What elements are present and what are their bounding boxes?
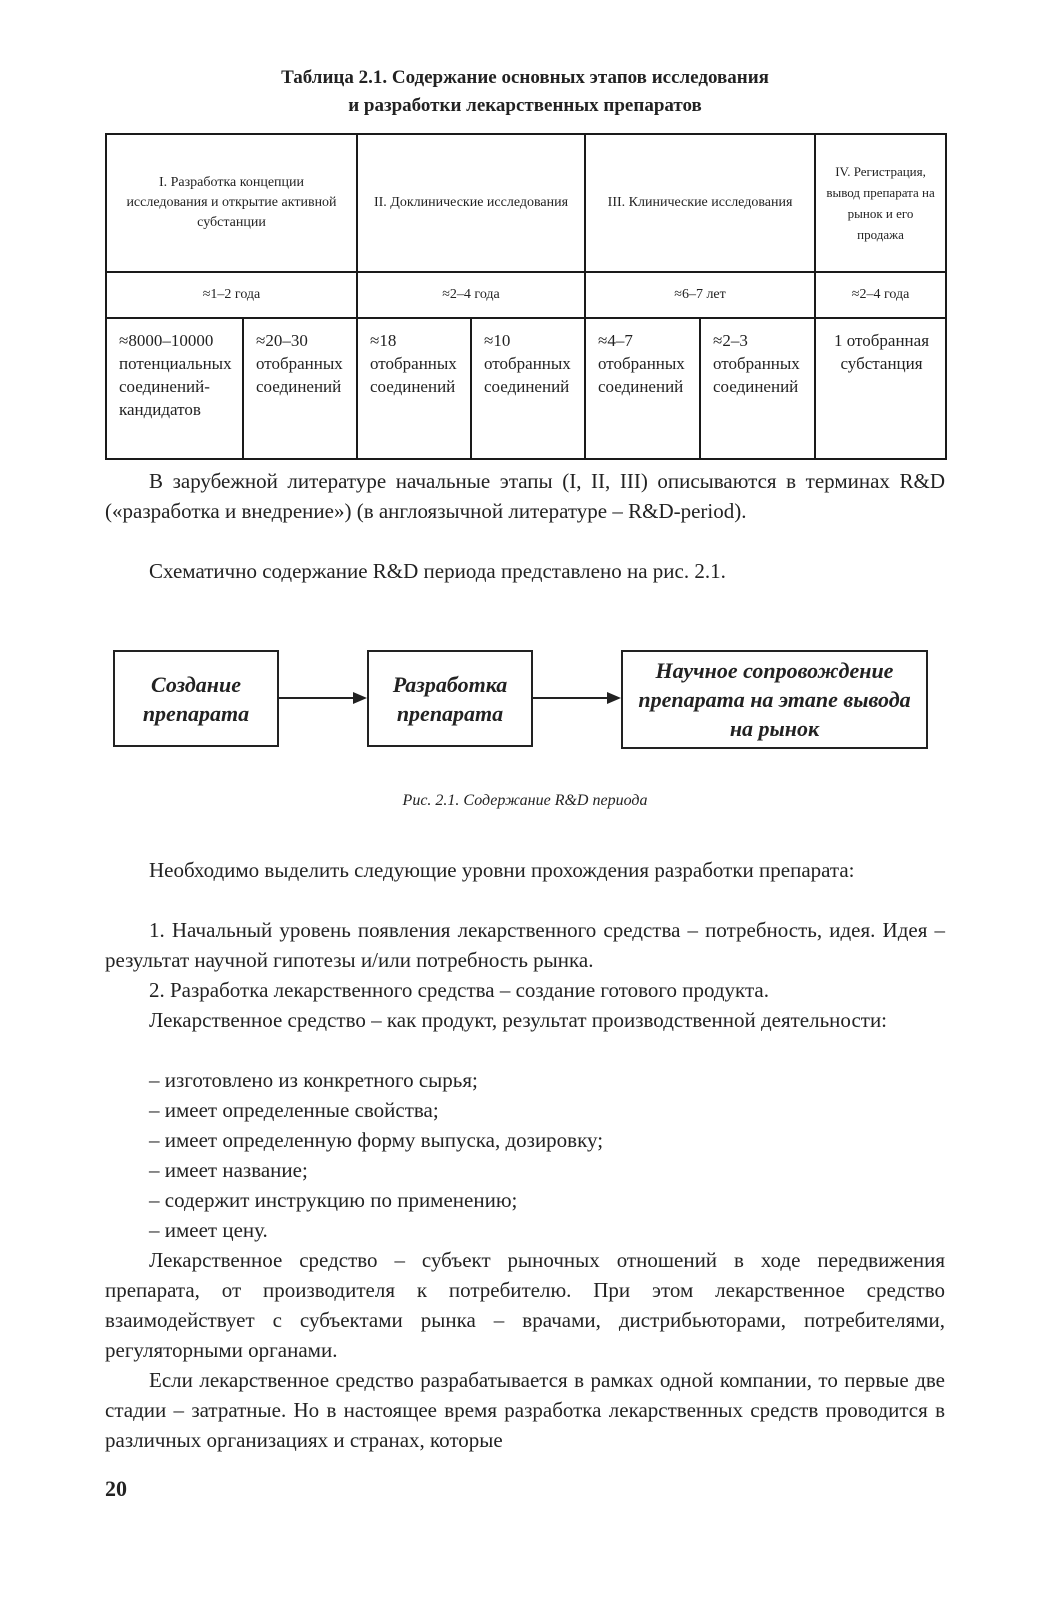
count-cell-5: ≈4–7 отобранных соединений <box>585 318 700 459</box>
flow-arrow-1-icon <box>279 688 369 708</box>
duration-cell-1: ≈1–2 года <box>106 272 357 318</box>
list-item: – имеет определенную форму выпуска, дозировку; <box>149 1128 604 1152</box>
stages-table <box>105 133 947 460</box>
flow-box-development: Разработка препарата <box>367 650 533 747</box>
table-row-counts <box>106 318 946 459</box>
stage-cell-4: IV. Регистрация, вывод препарата на рынок и его продажа <box>815 134 946 272</box>
duration-cell-3: ≈6–7 лет <box>585 272 815 318</box>
page-number: 20 <box>105 1476 127 1501</box>
intro-paragraph-2: Схематично содержание R&D периода представлено на рис. 2.1. <box>149 559 726 583</box>
table-row-stages <box>106 134 946 272</box>
figure-caption: Рис. 2.1. Содержание R&D периода <box>402 792 648 809</box>
table-title-line-1: Таблица 2.1. Содержание основных этапов исследования <box>281 67 769 88</box>
flow-box-creation: Создание препарата <box>113 650 279 747</box>
count-cell-7: 1 отобранная субстанция <box>815 318 946 459</box>
duration-cell-2: ≈2–4 года <box>357 272 585 318</box>
table-row-durations <box>106 272 946 318</box>
count-cell-6: ≈2–3 отобранных соединений <box>700 318 815 459</box>
duration-cell-4: ≈2–4 года <box>815 272 946 318</box>
body-paragraph-3: 2. Разработка лекарственного средства – создание готового продукта. <box>149 978 769 1002</box>
count-cell-1: ≈8000–10000 потенциальных соединений-кандидатов <box>106 318 243 459</box>
body-paragraph-6: Если лекарственное средство разрабатывается в рамках одной компании, то первые две стадии – затратные. Но в настоящее время разработка лекарственных средств проводится в различных организациях и странах, которые <box>105 1368 945 1452</box>
body-paragraph-4: Лекарственное средство – как продукт, результат производственной деятельности: <box>149 1008 888 1032</box>
list-item: – имеет определенные свойства; <box>149 1098 439 1122</box>
list-item: – изготовлено из конкретного сырья; <box>149 1068 478 1092</box>
flow-arrow-2-icon <box>533 688 623 708</box>
body-paragraph-2: 1. Начальный уровень появления лекарственного средства – потребность, идея. Идея – результат научной гипотезы и/или потребность рынка. <box>105 918 945 972</box>
count-cell-2: ≈20–30 отобранных соединений <box>243 318 357 459</box>
table-title-line-2: и разработки лекарственных препаратов <box>348 95 702 116</box>
list-item: – имеет название; <box>149 1158 308 1182</box>
list-item: – имеет цену. <box>149 1218 268 1242</box>
stage-cell-2: II. Доклинические исследования <box>357 134 585 272</box>
count-cell-3: ≈18 отобранных соединений <box>357 318 471 459</box>
flow-box-support: Научное сопровождение препарата на этапе вывода на рынок <box>621 650 928 749</box>
count-cell-4: ≈10 отобранных соединений <box>471 318 585 459</box>
body-paragraph-5: Лекарственное средство – субъект рыночных отношений в ходе передвижения препарата, от производителя к потребителю. При этом лекарственное средство взаимодействует с субъектами рынка – врачами, дистрибьюторами, потребителями, регуляторными органами. <box>105 1248 945 1362</box>
list-item: – содержит инструкцию по применению; <box>149 1188 518 1212</box>
stage-cell-3: III. Клинические исследования <box>585 134 815 272</box>
stage-cell-1: I. Разработка концепции исследования и открытие активной субстанции <box>106 134 357 272</box>
intro-paragraph-1: В зарубежной литературе начальные этапы (I, II, III) описываются в терминах R&D («разработка и внедрение») (в англоязычной литературе – R&D-period). <box>105 469 945 523</box>
body-paragraph-1: Необходимо выделить следующие уровни прохождения разработки препарата: <box>149 858 855 882</box>
table-title <box>105 64 945 120</box>
